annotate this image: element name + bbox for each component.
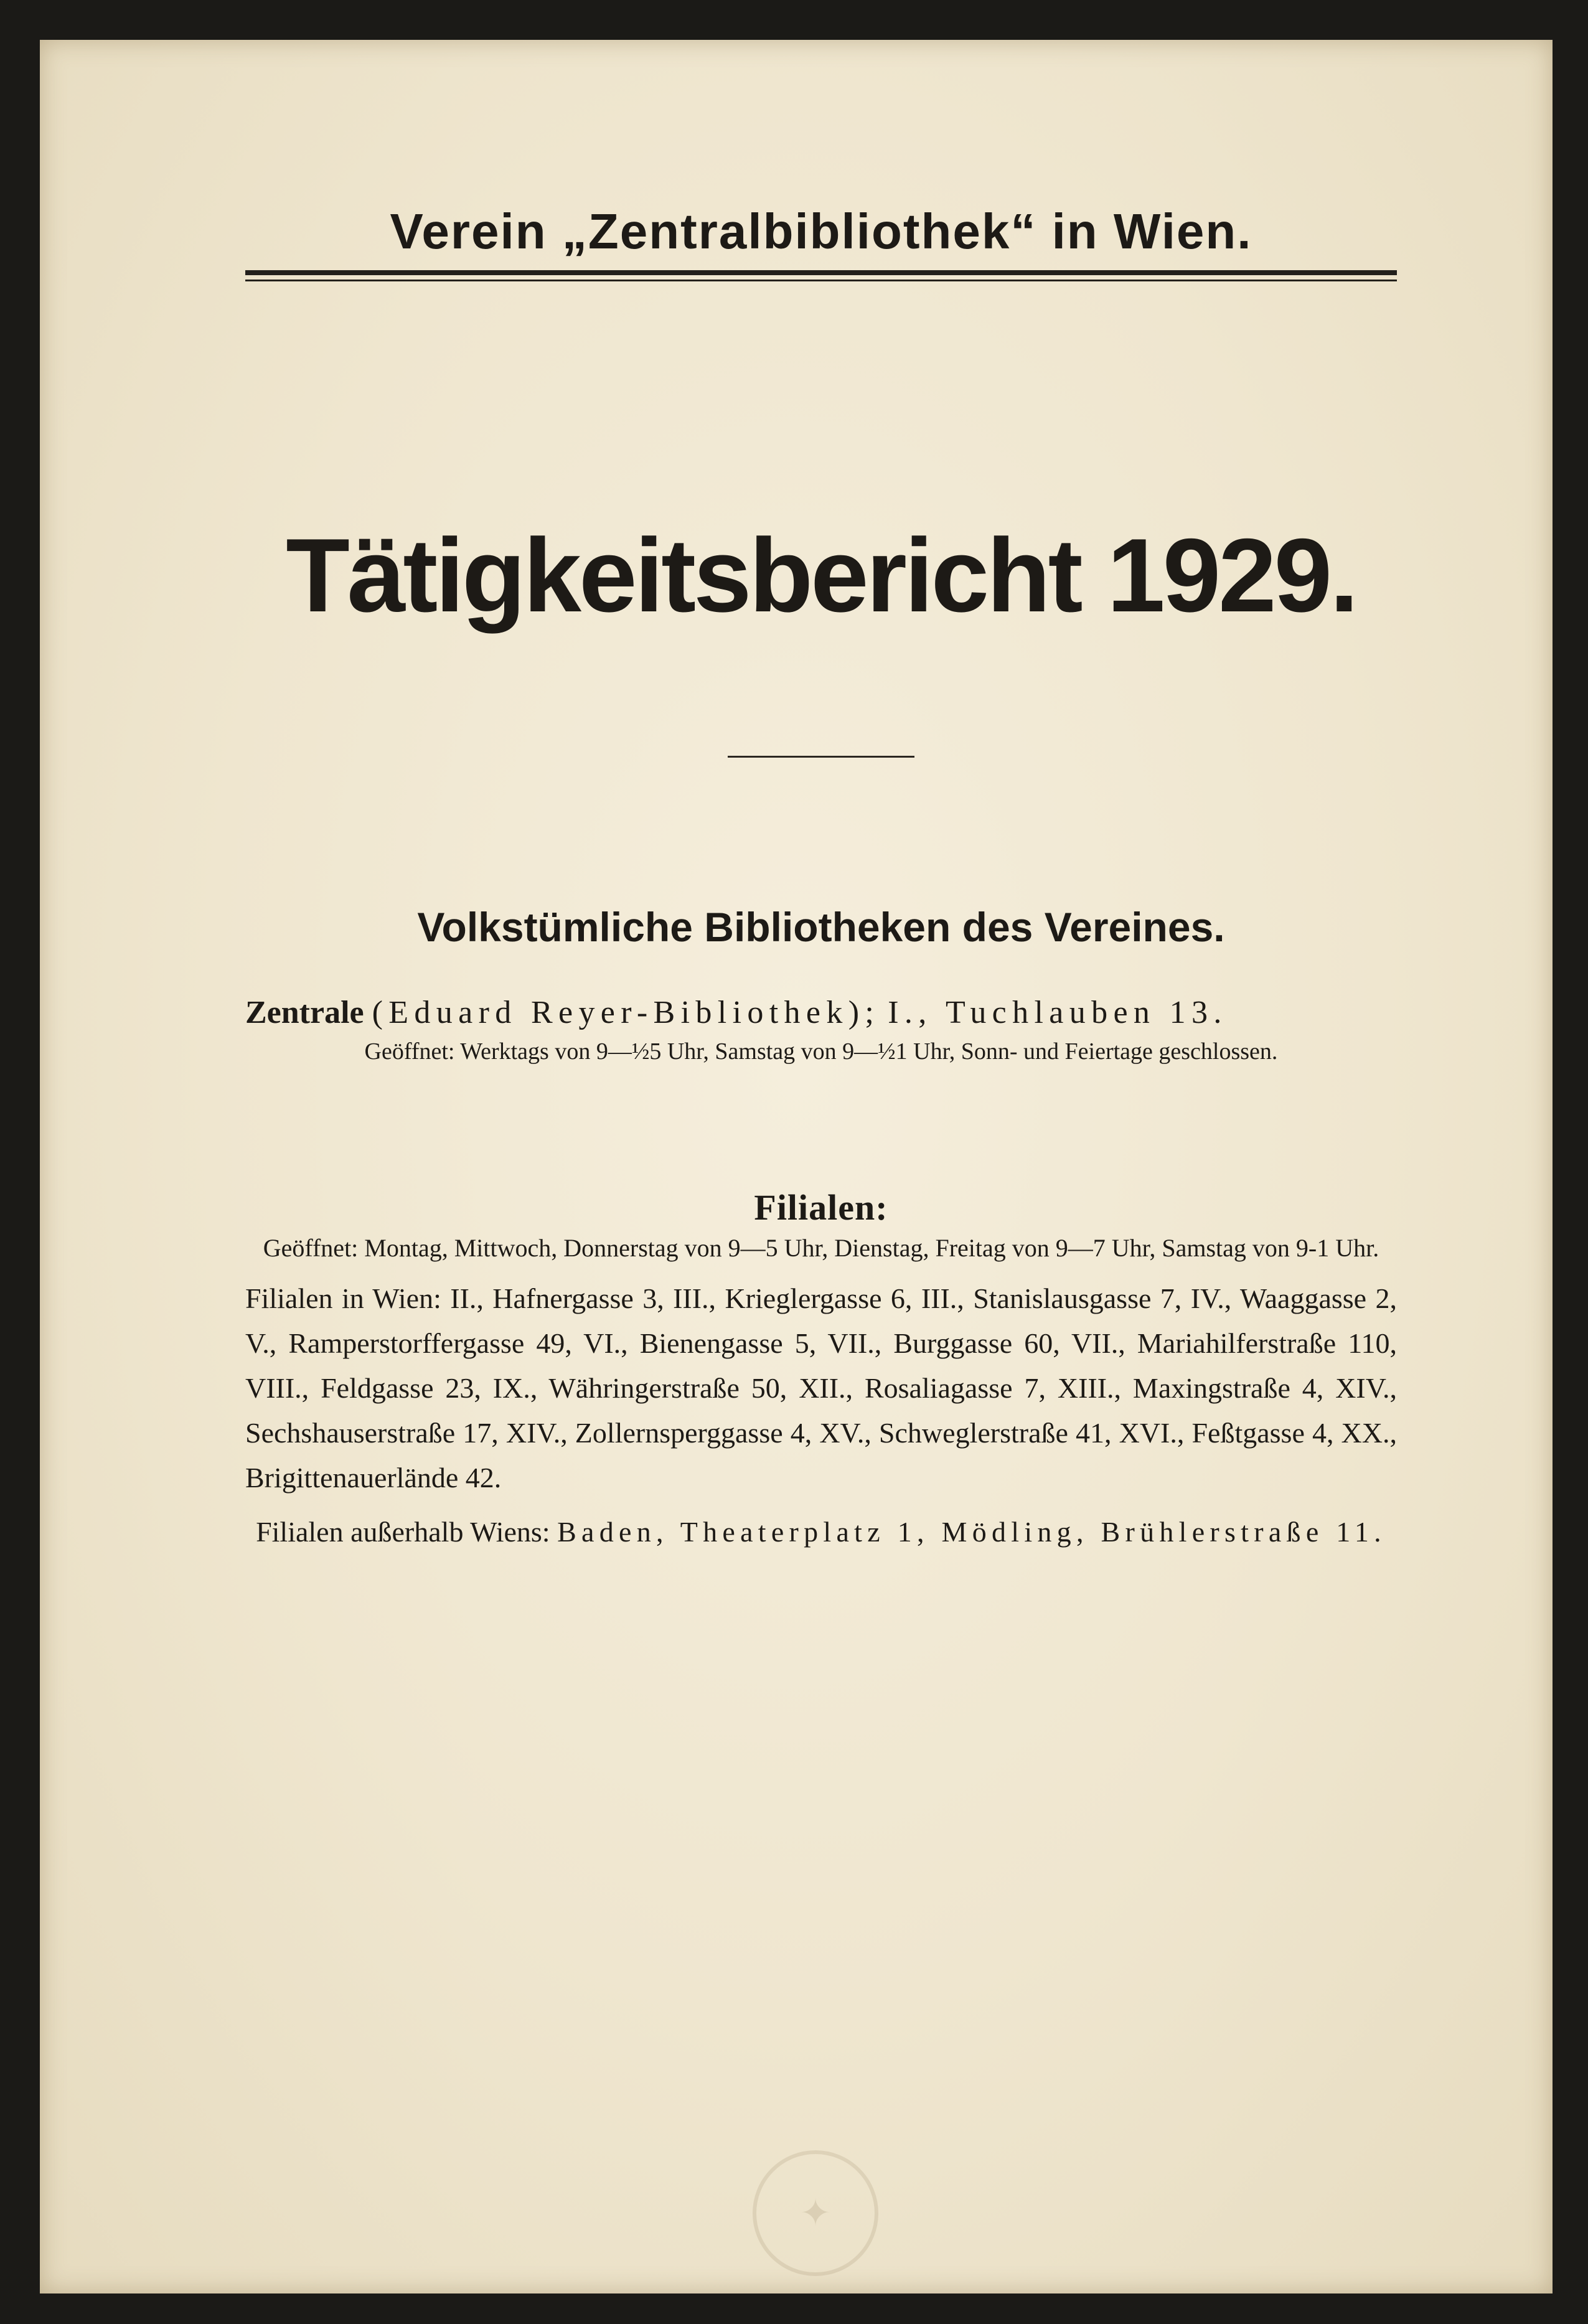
filialen-heading-block <box>245 1185 1397 1230</box>
filialen-in-wien: Filialen in Wien: II., Hafnergasse 3, III., Krieglergasse 6, III., Stanislausgasse 7, IV., Waaggasse 2, V., Ramperstorffergasse 49, VI., Bienengasse 5, VII., Burggasse 60, VII., Mariahilferstraße 110, VIII., Feldgasse 23, IX., Währingerstraße 50, XII., Rosaliagasse 7, XIII., Maxingstraße 4, XIV., Sechshauserstraße 17, XIV., Zollernsperggasse 4, XV., Schweglerstraße 41, XVI., Feßtgasse 4, XX., Brigittenauerlände 42. <box>245 1282 1397 1494</box>
zentrale-label: Zentrale <box>245 995 364 1030</box>
society-name: Verein „Zentralbibliothek“ in Wien. <box>390 204 1252 259</box>
zentrale-hours: Geöffnet: Werktags von 9—½5 Uhr, Samstag von 9—½1 Uhr, Sonn- und Feiertage geschlossen. <box>364 1038 1278 1065</box>
section-heading: Volkstümliche Bibliotheken des Vereines. <box>417 904 1225 950</box>
section-heading-block <box>245 902 1397 952</box>
zentrale-block <box>245 992 1397 1070</box>
society-header <box>245 200 1397 281</box>
filialen-heading: Filialen: <box>754 1187 888 1228</box>
filialen-block <box>245 1229 1397 1554</box>
filialen-ausserhalb <box>245 1510 1397 1554</box>
library-stamp-icon: ✦ <box>753 2150 878 2276</box>
title-divider-wrap <box>245 756 1397 758</box>
filialen-hours: Geöffnet: Montag, Mittwoch, Donnerstag von 9—5 Uhr, Dienstag, Freitag von 9—7 Uhr, Samstag von 9-1 Uhr. <box>263 1234 1379 1262</box>
title-divider <box>728 756 914 758</box>
zentrale-address: I., Tuchlauben 13. <box>888 995 1228 1030</box>
document-page <box>40 40 1553 2293</box>
zentrale-line <box>245 992 1397 1033</box>
report-title-block <box>245 517 1397 634</box>
header-double-rule <box>245 270 1397 281</box>
report-title: Tätigkeitsbericht 1929. <box>286 517 1356 634</box>
zentrale-library-name: (Eduard Reyer-Bibliothek); <box>372 995 880 1030</box>
filialen-ausserhalb-label: Filialen außerhalb Wiens: <box>256 1516 550 1548</box>
filialen-ausserhalb-places: Baden, Theaterplatz 1, Mödling, Brühlerstraße 11. <box>557 1516 1386 1548</box>
